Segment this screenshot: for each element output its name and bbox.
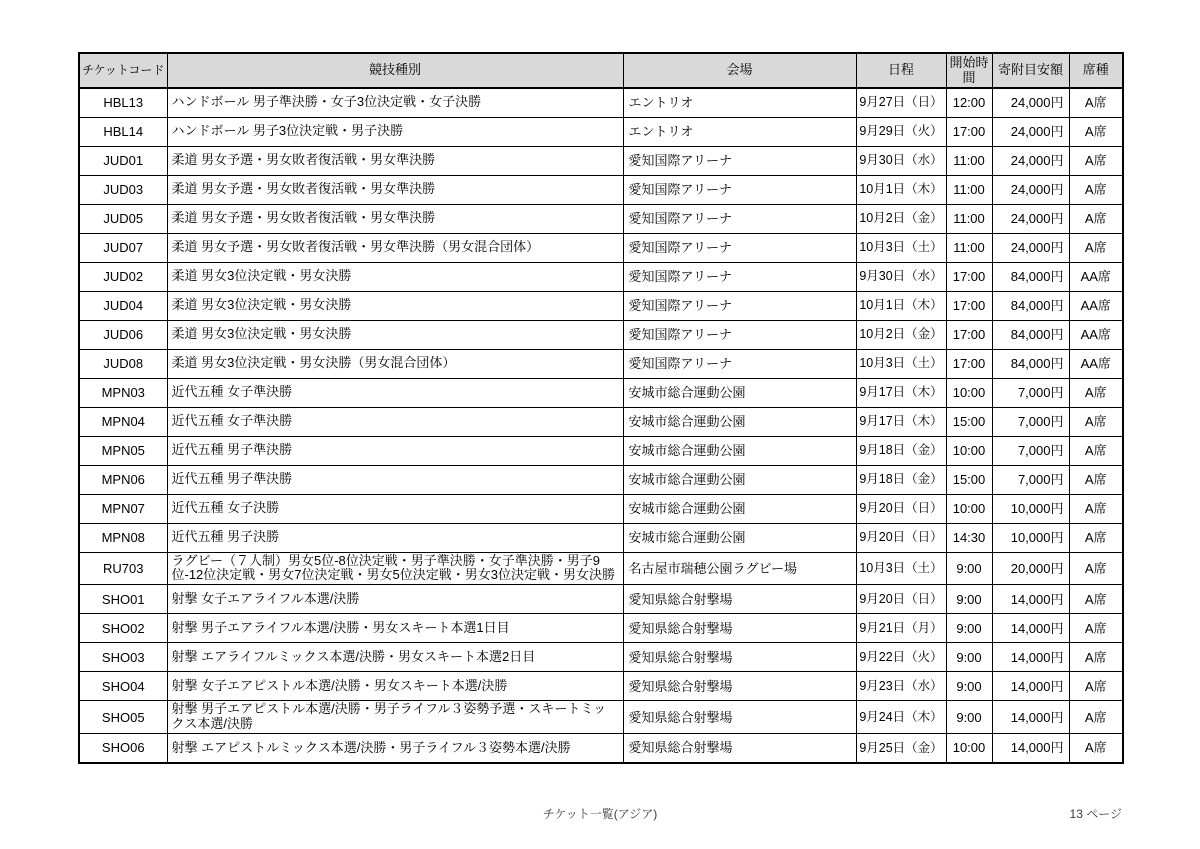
cell-venue: 愛知県総合射撃場 <box>623 585 856 614</box>
cell-code: HBL14 <box>79 117 167 146</box>
cell-date: 9月29日（火） <box>856 117 946 146</box>
table-row <box>79 146 1123 175</box>
cell-time: 17:00 <box>946 291 992 320</box>
cell-event: 柔道 男女3位決定戦・男女決勝 <box>167 320 623 349</box>
cell-price: 14,000円 <box>992 643 1069 672</box>
cell-code: JUD08 <box>79 349 167 378</box>
cell-event: 射撃 女子エアピストル本選/決勝・男女スキート本選/決勝 <box>167 672 623 701</box>
cell-price: 7,000円 <box>992 407 1069 436</box>
cell-date: 9月27日（日） <box>856 88 946 117</box>
cell-time: 9:00 <box>946 552 992 585</box>
table-row <box>79 734 1123 763</box>
table-row <box>79 643 1123 672</box>
cell-price: 20,000円 <box>992 552 1069 585</box>
cell-price: 24,000円 <box>992 88 1069 117</box>
cell-seat: A席 <box>1069 465 1123 494</box>
table-row <box>79 320 1123 349</box>
cell-venue: 愛知県総合射撃場 <box>623 672 856 701</box>
cell-code: JUD02 <box>79 262 167 291</box>
cell-time: 14:30 <box>946 523 992 552</box>
table-row <box>79 614 1123 643</box>
cell-event: 近代五種 女子準決勝 <box>167 378 623 407</box>
cell-time: 15:00 <box>946 407 992 436</box>
cell-price: 7,000円 <box>992 436 1069 465</box>
cell-event: 柔道 男女3位決定戦・男女決勝 <box>167 262 623 291</box>
document-title: チケット一覧(アジア) <box>542 807 658 821</box>
cell-code: MPN05 <box>79 436 167 465</box>
cell-time: 11:00 <box>946 204 992 233</box>
cell-code: MPN07 <box>79 494 167 523</box>
cell-code: JUD07 <box>79 233 167 262</box>
cell-time: 17:00 <box>946 117 992 146</box>
page-number: 13 ページ <box>1069 807 1122 821</box>
cell-price: 7,000円 <box>992 465 1069 494</box>
cell-seat: A席 <box>1069 146 1123 175</box>
cell-code: SHO03 <box>79 643 167 672</box>
cell-event: 近代五種 男子決勝 <box>167 523 623 552</box>
cell-venue: 安城市総合運動公園 <box>623 523 856 552</box>
cell-code: JUD01 <box>79 146 167 175</box>
cell-event: 近代五種 男子準決勝 <box>167 436 623 465</box>
cell-price: 24,000円 <box>992 146 1069 175</box>
cell-code: MPN06 <box>79 465 167 494</box>
cell-price: 84,000円 <box>992 320 1069 349</box>
cell-seat: AA席 <box>1069 320 1123 349</box>
column-header-venue: 会場 <box>623 53 856 88</box>
cell-date: 9月23日（水） <box>856 672 946 701</box>
cell-seat: A席 <box>1069 204 1123 233</box>
cell-price: 10,000円 <box>992 494 1069 523</box>
header-row <box>79 53 1123 88</box>
cell-event: 柔道 男女予選・男女敗者復活戦・男女準決勝（男女混合団体） <box>167 233 623 262</box>
cell-code: RU703 <box>79 552 167 585</box>
cell-venue: 愛知県総合射撃場 <box>623 614 856 643</box>
cell-seat: AA席 <box>1069 349 1123 378</box>
cell-event: ラグビー（７人制）男女5位-8位決定戦・男子準決勝・女子準決勝・男子9位-12位決定戦・男女7位決定戦・男女5位決定戦・男女3位決定戦・男女決勝 <box>167 552 623 585</box>
cell-code: JUD03 <box>79 175 167 204</box>
cell-event: 射撃 男子エアライフル本選/決勝・男女スキート本選1日目 <box>167 614 623 643</box>
cell-time: 9:00 <box>946 643 992 672</box>
cell-venue: 愛知国際アリーナ <box>623 262 856 291</box>
cell-date: 9月20日（日） <box>856 523 946 552</box>
cell-seat: A席 <box>1069 523 1123 552</box>
cell-time: 12:00 <box>946 88 992 117</box>
cell-venue: 愛知国際アリーナ <box>623 233 856 262</box>
cell-date: 9月30日（水） <box>856 146 946 175</box>
cell-event: ハンドボール 男子3位決定戦・男子決勝 <box>167 117 623 146</box>
cell-seat: A席 <box>1069 175 1123 204</box>
cell-date: 10月2日（金） <box>856 204 946 233</box>
table-row <box>79 378 1123 407</box>
cell-seat: A席 <box>1069 88 1123 117</box>
cell-venue: エントリオ <box>623 117 856 146</box>
cell-time: 17:00 <box>946 262 992 291</box>
cell-price: 24,000円 <box>992 233 1069 262</box>
cell-date: 9月17日（木） <box>856 407 946 436</box>
cell-time: 10:00 <box>946 378 992 407</box>
cell-time: 9:00 <box>946 701 992 734</box>
cell-venue: 安城市総合運動公園 <box>623 407 856 436</box>
cell-time: 9:00 <box>946 614 992 643</box>
table-row <box>79 672 1123 701</box>
table-row <box>79 523 1123 552</box>
cell-price: 84,000円 <box>992 291 1069 320</box>
cell-time: 10:00 <box>946 734 992 763</box>
cell-venue: 愛知国際アリーナ <box>623 349 856 378</box>
column-header-seat: 席種 <box>1069 53 1123 88</box>
cell-venue: 愛知国際アリーナ <box>623 175 856 204</box>
cell-code: SHO02 <box>79 614 167 643</box>
cell-date: 9月21日（月） <box>856 614 946 643</box>
cell-seat: A席 <box>1069 643 1123 672</box>
cell-code: SHO06 <box>79 734 167 763</box>
cell-venue: 安城市総合運動公園 <box>623 436 856 465</box>
cell-date: 9月30日（水） <box>856 262 946 291</box>
column-header-time: 開始時間 <box>946 53 992 88</box>
cell-seat: A席 <box>1069 701 1123 734</box>
table-row <box>79 175 1123 204</box>
cell-time: 17:00 <box>946 320 992 349</box>
cell-price: 84,000円 <box>992 349 1069 378</box>
cell-time: 11:00 <box>946 175 992 204</box>
cell-venue: 安城市総合運動公園 <box>623 465 856 494</box>
cell-venue: 愛知国際アリーナ <box>623 146 856 175</box>
cell-time: 9:00 <box>946 672 992 701</box>
table-row <box>79 349 1123 378</box>
cell-venue: 名古屋市瑞穂公園ラグビー場 <box>623 552 856 585</box>
cell-seat: A席 <box>1069 614 1123 643</box>
cell-event: ハンドボール 男子準決勝・女子3位決定戦・女子決勝 <box>167 88 623 117</box>
ticket-table-body <box>79 88 1123 763</box>
cell-seat: A席 <box>1069 407 1123 436</box>
table-row <box>79 262 1123 291</box>
cell-seat: A席 <box>1069 378 1123 407</box>
cell-seat: A席 <box>1069 117 1123 146</box>
cell-seat: A席 <box>1069 233 1123 262</box>
table-row <box>79 494 1123 523</box>
column-header-date: 日程 <box>856 53 946 88</box>
cell-code: SHO05 <box>79 701 167 734</box>
cell-code: SHO01 <box>79 585 167 614</box>
column-header-event: 競技種別 <box>167 53 623 88</box>
cell-seat: A席 <box>1069 552 1123 585</box>
cell-venue: 安城市総合運動公園 <box>623 494 856 523</box>
cell-event: 近代五種 女子準決勝 <box>167 407 623 436</box>
cell-time: 11:00 <box>946 233 992 262</box>
cell-venue: 愛知県総合射撃場 <box>623 734 856 763</box>
cell-seat: AA席 <box>1069 262 1123 291</box>
cell-event: 近代五種 女子決勝 <box>167 494 623 523</box>
cell-date: 10月1日（木） <box>856 175 946 204</box>
table-row <box>79 585 1123 614</box>
cell-date: 10月3日（土） <box>856 349 946 378</box>
table-header <box>79 53 1123 88</box>
cell-event: 近代五種 男子準決勝 <box>167 465 623 494</box>
cell-date: 9月20日（日） <box>856 585 946 614</box>
cell-venue: 安城市総合運動公園 <box>623 378 856 407</box>
cell-seat: A席 <box>1069 672 1123 701</box>
cell-code: HBL13 <box>79 88 167 117</box>
cell-event: 柔道 男女予選・男女敗者復活戦・男女準決勝 <box>167 175 623 204</box>
ticket-table <box>78 52 1124 764</box>
cell-date: 10月2日（金） <box>856 320 946 349</box>
table-row <box>79 436 1123 465</box>
cell-event: 柔道 男女予選・男女敗者復活戦・男女準決勝 <box>167 146 623 175</box>
cell-venue: 愛知国際アリーナ <box>623 204 856 233</box>
cell-seat: AA席 <box>1069 291 1123 320</box>
cell-code: JUD04 <box>79 291 167 320</box>
cell-price: 14,000円 <box>992 585 1069 614</box>
table-row <box>79 552 1123 585</box>
cell-price: 7,000円 <box>992 378 1069 407</box>
cell-price: 14,000円 <box>992 672 1069 701</box>
cell-venue: エントリオ <box>623 88 856 117</box>
cell-time: 9:00 <box>946 585 992 614</box>
cell-code: MPN03 <box>79 378 167 407</box>
cell-event: 射撃 男子エアピストル本選/決勝・男子ライフル３姿勢予選・スキートミックス本選/決勝 <box>167 701 623 734</box>
cell-code: MPN08 <box>79 523 167 552</box>
cell-date: 9月20日（日） <box>856 494 946 523</box>
column-header-price: 寄附目安額 <box>992 53 1069 88</box>
table-row <box>79 233 1123 262</box>
table-row <box>79 204 1123 233</box>
table-row <box>79 88 1123 117</box>
cell-price: 14,000円 <box>992 734 1069 763</box>
cell-date: 9月18日（金） <box>856 465 946 494</box>
cell-code: JUD05 <box>79 204 167 233</box>
cell-price: 14,000円 <box>992 614 1069 643</box>
cell-date: 10月1日（木） <box>856 291 946 320</box>
table-row <box>79 465 1123 494</box>
cell-seat: A席 <box>1069 494 1123 523</box>
cell-date: 9月25日（金） <box>856 734 946 763</box>
cell-date: 10月3日（土） <box>856 233 946 262</box>
cell-venue: 愛知国際アリーナ <box>623 291 856 320</box>
cell-event: 柔道 男女3位決定戦・男女決勝 <box>167 291 623 320</box>
cell-event: 射撃 女子エアライフル本選/決勝 <box>167 585 623 614</box>
cell-venue: 愛知県総合射撃場 <box>623 643 856 672</box>
cell-price: 84,000円 <box>992 262 1069 291</box>
cell-time: 11:00 <box>946 146 992 175</box>
cell-event: 柔道 男女3位決定戦・男女決勝（男女混合団体） <box>167 349 623 378</box>
cell-price: 10,000円 <box>992 523 1069 552</box>
cell-event: 柔道 男女予選・男女敗者復活戦・男女準決勝 <box>167 204 623 233</box>
cell-venue: 愛知国際アリーナ <box>623 320 856 349</box>
column-header-code: チケットコード <box>79 53 167 88</box>
cell-price: 24,000円 <box>992 175 1069 204</box>
cell-time: 17:00 <box>946 349 992 378</box>
cell-price: 24,000円 <box>992 117 1069 146</box>
cell-date: 9月22日（火） <box>856 643 946 672</box>
cell-seat: A席 <box>1069 436 1123 465</box>
cell-time: 10:00 <box>946 494 992 523</box>
cell-code: JUD06 <box>79 320 167 349</box>
cell-event: 射撃 エアライフルミックス本選/決勝・男女スキート本選2日目 <box>167 643 623 672</box>
cell-seat: A席 <box>1069 734 1123 763</box>
cell-time: 10:00 <box>946 436 992 465</box>
cell-date: 9月24日（木） <box>856 701 946 734</box>
table-row <box>79 407 1123 436</box>
cell-seat: A席 <box>1069 585 1123 614</box>
cell-time: 15:00 <box>946 465 992 494</box>
table-row <box>79 701 1123 734</box>
table-row <box>79 291 1123 320</box>
cell-price: 14,000円 <box>992 701 1069 734</box>
cell-date: 9月18日（金） <box>856 436 946 465</box>
cell-code: SHO04 <box>79 672 167 701</box>
cell-date: 9月17日（木） <box>856 378 946 407</box>
table-row <box>79 117 1123 146</box>
cell-event: 射撃 エアピストルミックス本選/決勝・男子ライフル３姿勢本選/決勝 <box>167 734 623 763</box>
cell-price: 24,000円 <box>992 204 1069 233</box>
cell-code: MPN04 <box>79 407 167 436</box>
cell-venue: 愛知県総合射撃場 <box>623 701 856 734</box>
cell-date: 10月3日（土） <box>856 552 946 585</box>
